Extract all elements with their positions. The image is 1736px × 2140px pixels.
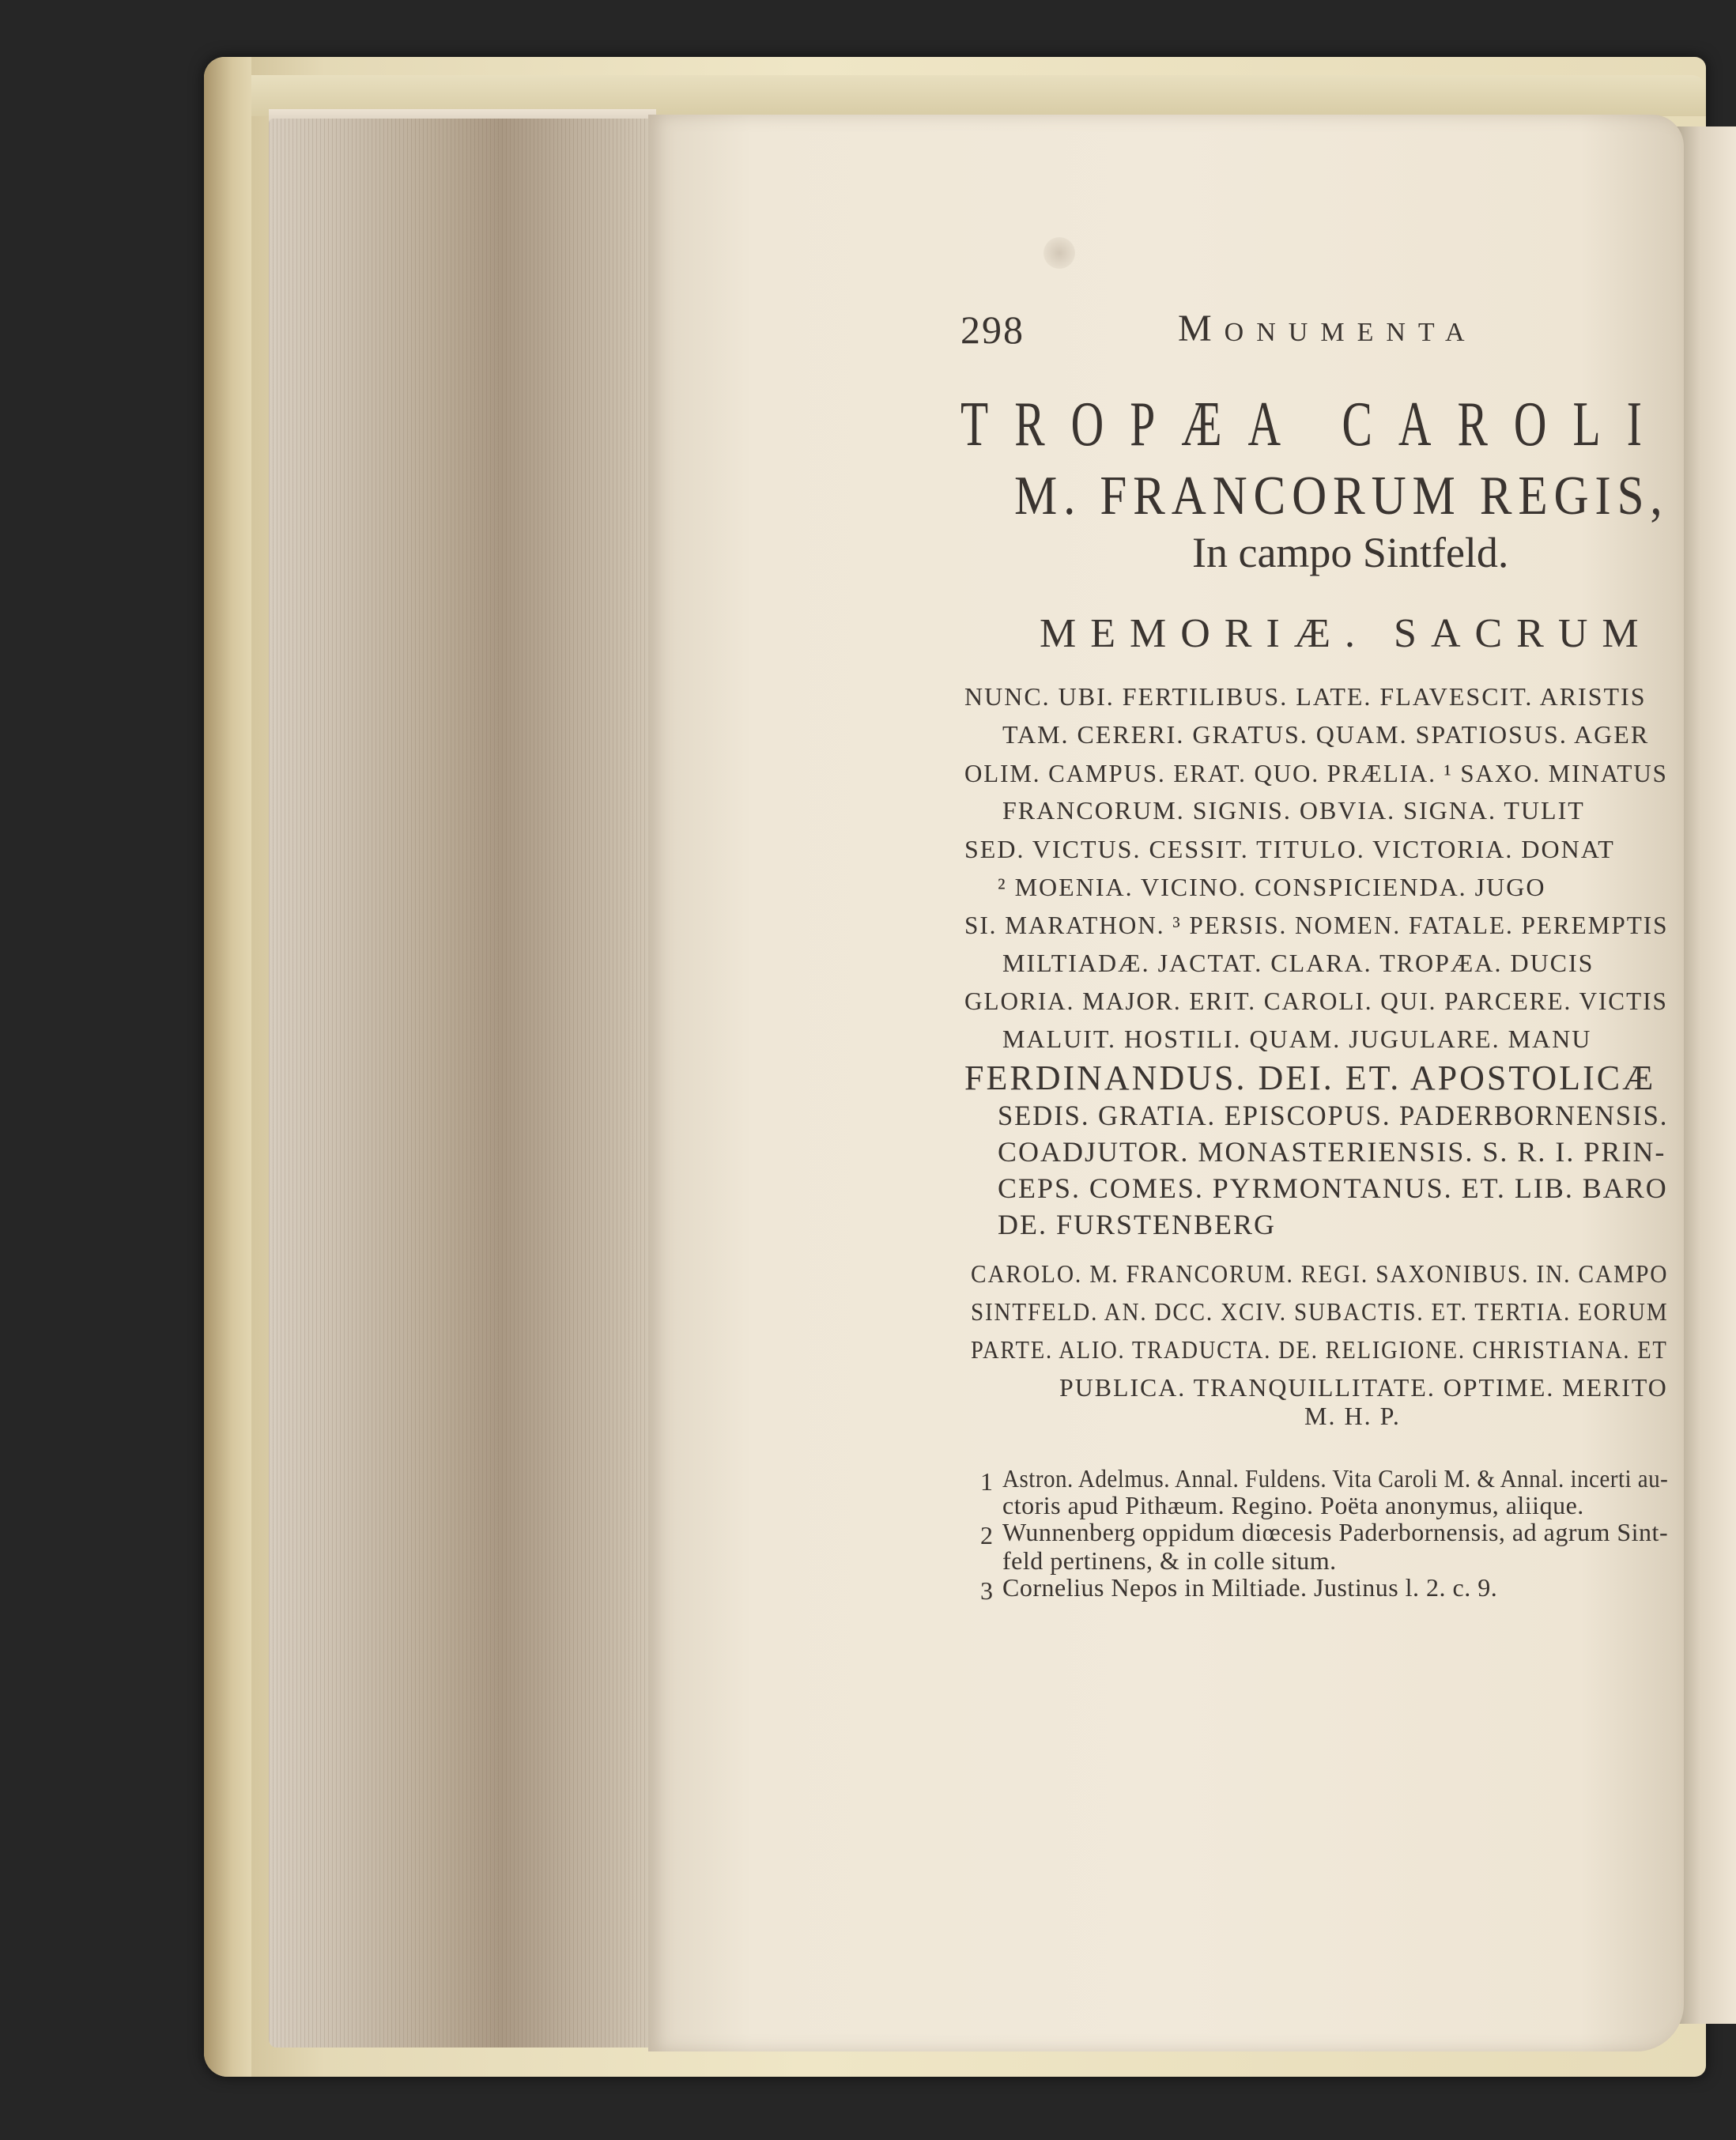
dedication-line: FERDINANDUS. DEI. ET. APOSTOLICÆ: [964, 1059, 1656, 1097]
closing-line: SINTFELD. AN. DCC. XCIV. SUBACTIS. ET. TERTIA. EORUM: [971, 1297, 1669, 1326]
cover-spine: [204, 57, 251, 2077]
inscription-line: OLIM. CAMPUS. ERAT. QUO. PRÆLIA. ¹ SAXO. MINATUS: [964, 759, 1668, 787]
dedication-line: DE. FURSTENBERG: [998, 1209, 1277, 1240]
inscription-line: MALUIT. HOSTILI. QUAM. JUGULARE. MANU: [1002, 1025, 1592, 1053]
inscription-line: SI. MARATHON. ³ PERSIS. NOMEN. FATALE. PEREMPTIS: [964, 911, 1669, 939]
inscription-line: SED. VICTUS. CESSIT. TITULO. VICTORIA. DONAT: [964, 835, 1615, 863]
inscription-line: GLORIA. MAJOR. ERIT. CAROLI. QUI. PARCERE. VICTIS: [964, 987, 1668, 1015]
dedication-line: CEPS. COMES. PYRMONTANUS. ET. LIB. BARO: [998, 1172, 1668, 1204]
closing-line: PUBLICA. TRANQUILLITATE. OPTIME. MERITO: [1059, 1373, 1668, 1402]
page-stain: [1043, 237, 1075, 269]
footnote-text: Wunnenberg oppidum diœcesis Paderbornensis, ad agrum Sint-: [1002, 1518, 1669, 1546]
inscription-line: NUNC. UBI. FERTILIBUS. LATE. FLAVESCIT. ARISTIS: [964, 682, 1647, 711]
dedication-line: COADJUTOR. MONASTERIENSIS. S. R. I. PRIN-: [998, 1136, 1666, 1168]
inscription-line: FRANCORUM. SIGNIS. OBVIA. SIGNA. TULIT: [1002, 796, 1585, 825]
footnote-text: Cornelius Nepos in Miltiade. Justinus l. 2. c. 9.: [1002, 1573, 1498, 1602]
footnote-text: Astron. Adelmus. Annal. Fuldens. Vita Caroli M. & Annal. incerti au-: [1002, 1464, 1669, 1493]
closing-signature: M. H. P.: [1304, 1402, 1401, 1430]
inscription-line: MILTIADÆ. JACTAT. CLARA. TROPÆA. DUCIS: [1002, 949, 1594, 977]
next-page-edge: [1676, 126, 1736, 2024]
footnote-number: 3: [980, 1576, 994, 1605]
footnote-text: feld pertinens, & in colle situm.: [1002, 1546, 1337, 1575]
closing-line: CAROLO. M. FRANCORUM. REGI. SAXONIBUS. IN. CAMPO: [971, 1259, 1669, 1288]
closing-line: PARTE. ALIO. TRADUCTA. DE. RELIGIONE. CHRISTIANA. ET: [971, 1335, 1668, 1364]
title-line-2: M. FRANCORUM REGIS,: [1014, 466, 1669, 527]
dedication-heading: MEMORIÆ. SACRUM: [1040, 611, 1653, 656]
running-title: Monumenta: [1178, 308, 1477, 349]
footnote-number: 2: [980, 1521, 994, 1549]
page-edges-stack: [269, 119, 656, 2048]
dedication-line: SEDIS. GRATIA. EPISCOPUS. PADERBORNENSIS.: [998, 1100, 1669, 1131]
footnote-number: 1: [980, 1467, 994, 1496]
page-number: 298: [960, 308, 1025, 352]
inscription-line: ² MOENIA. VICINO. CONSPICIENDA. JUGO: [998, 873, 1546, 901]
inscription-line: TAM. CERERI. GRATUS. QUAM. SPATIOSUS. AGER: [1002, 720, 1650, 749]
title-line-3: In campo Sintfeld.: [1192, 529, 1509, 576]
main-title: TROPÆA CAROLI: [960, 390, 1668, 459]
footnote-text: ctoris apud Pithæum. Regino. Poëta anonymus, aliique.: [1002, 1491, 1584, 1519]
